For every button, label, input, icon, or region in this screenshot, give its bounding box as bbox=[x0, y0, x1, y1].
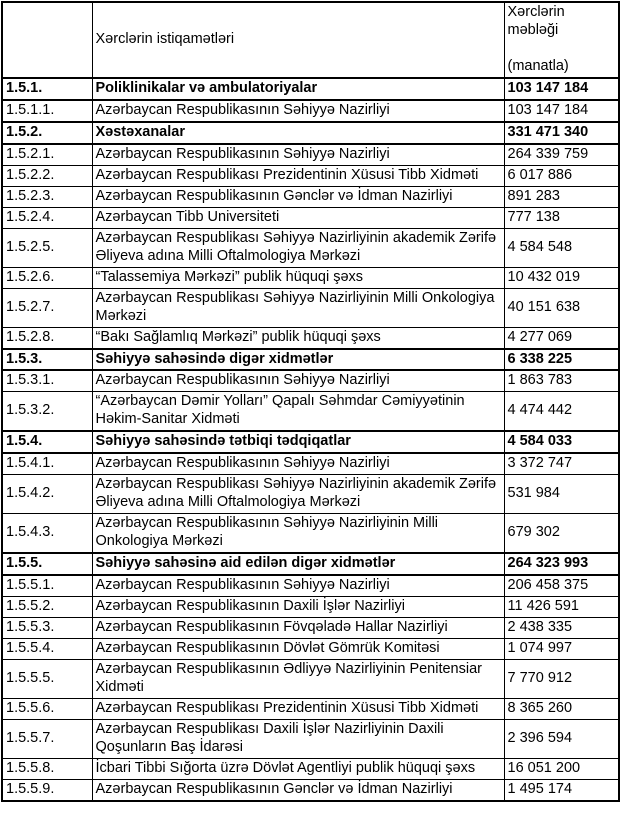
row-amount-cell: 264 323 993 bbox=[504, 553, 619, 575]
row-amount-cell: 7 770 912 bbox=[504, 660, 619, 699]
row-code-cell: 1.5.3.2. bbox=[2, 392, 92, 431]
row-code-cell: 1.5.2.8. bbox=[2, 327, 92, 348]
table-row bbox=[2, 228, 619, 267]
row-direction-cell: Azərbaycan Respublikası Prezidentinin Xüsusi Tibb Xidməti bbox=[92, 698, 504, 719]
table-row bbox=[2, 639, 619, 660]
row-code-cell: 1.5.4.2. bbox=[2, 475, 92, 514]
row-direction-cell: Azərbaycan Respublikasının Səhiyyə Nazirliyi bbox=[92, 370, 504, 391]
row-amount-cell: 1 863 783 bbox=[504, 370, 619, 391]
row-direction-cell: Azərbaycan Respublikasının Səhiyyə Nazirliyinin Milli Onkologiya Mərkəzi bbox=[92, 514, 504, 553]
table-row bbox=[2, 475, 619, 514]
row-code-cell: 1.5.2. bbox=[2, 122, 92, 144]
row-direction-cell: Azərbaycan Respublikasının Səhiyyə Nazirliyi bbox=[92, 144, 504, 165]
row-direction-cell: Azərbaycan Respublikası Səhiyyə Nazirliyinin Milli Onkologiya Mərkəzi bbox=[92, 288, 504, 327]
row-code-cell: 1.5.5. bbox=[2, 553, 92, 575]
row-code-cell: 1.5.5.8. bbox=[2, 758, 92, 779]
row-code-cell: 1.5.2.3. bbox=[2, 186, 92, 207]
table-row bbox=[2, 719, 619, 758]
row-direction-cell: Xəstəxanalar bbox=[92, 122, 504, 144]
row-code-cell: 1.5.5.4. bbox=[2, 639, 92, 660]
row-direction-cell: Azərbaycan Respublikasının Gənclər və İdman Nazirliyi bbox=[92, 779, 504, 800]
row-direction-cell: Səhiyyə sahəsində digər xidmətlər bbox=[92, 349, 504, 371]
header-amount-label: Xərclərin məbləği bbox=[507, 4, 565, 38]
header-cell-amount bbox=[504, 2, 619, 78]
header-amount-unit: (manatla) bbox=[507, 57, 569, 74]
row-direction-cell: Azərbaycan Respublikası Daxili İşlər Nazirliyinin Daxili Qoşunların Baş İdarəsi bbox=[92, 719, 504, 758]
row-code-cell: 1.5.4. bbox=[2, 431, 92, 453]
row-direction-cell: Azərbaycan Respublikası Səhiyyə Nazirliyinin akademik Zərifə Əliyeva adına Milli Oftalmologiya Mərkəzi bbox=[92, 228, 504, 267]
row-amount-cell: 679 302 bbox=[504, 514, 619, 553]
row-code-cell: 1.5.3. bbox=[2, 349, 92, 371]
table-row bbox=[2, 553, 619, 575]
row-code-cell: 1.5.2.6. bbox=[2, 267, 92, 288]
table-row bbox=[2, 288, 619, 327]
table-row bbox=[2, 779, 619, 800]
row-direction-cell: Azərbaycan Respublikasının Daxili İşlər Nazirliyi bbox=[92, 597, 504, 618]
table-row bbox=[2, 514, 619, 553]
row-code-cell: 1.5.5.1. bbox=[2, 575, 92, 596]
row-amount-cell: 2 438 335 bbox=[504, 618, 619, 639]
header-row bbox=[2, 2, 619, 78]
table-row bbox=[2, 431, 619, 453]
row-direction-cell: “Azərbaycan Dəmir Yolları” Qapalı Səhmdar Cəmiyyətinin Həkim-Sanitar Xidməti bbox=[92, 392, 504, 431]
table-row bbox=[2, 660, 619, 699]
row-code-cell: 1.5.5.7. bbox=[2, 719, 92, 758]
table-row bbox=[2, 758, 619, 779]
table-row bbox=[2, 78, 619, 100]
table-row bbox=[2, 370, 619, 391]
row-amount-cell: 10 432 019 bbox=[504, 267, 619, 288]
row-amount-cell: 1 074 997 bbox=[504, 639, 619, 660]
row-direction-cell: Azərbaycan Respublikasının Fövqəladə Hallar Nazirliyi bbox=[92, 618, 504, 639]
row-direction-cell: Azərbaycan Respublikası Səhiyyə Nazirliyinin akademik Zərifə Əliyeva adına Milli Oftalmologiya Mərkəzi bbox=[92, 475, 504, 514]
row-code-cell: 1.5.1. bbox=[2, 78, 92, 100]
row-amount-cell: 4 277 069 bbox=[504, 327, 619, 348]
row-code-cell: 1.5.5.6. bbox=[2, 698, 92, 719]
row-direction-cell: “Bakı Sağlamlıq Mərkəzi” publik hüquqi şəxs bbox=[92, 327, 504, 348]
row-code-cell: 1.5.4.3. bbox=[2, 514, 92, 553]
row-amount-cell: 6 338 225 bbox=[504, 349, 619, 371]
row-amount-cell: 531 984 bbox=[504, 475, 619, 514]
row-code-cell: 1.5.2.4. bbox=[2, 207, 92, 228]
expense-table-body bbox=[2, 78, 619, 801]
header-cell-code bbox=[2, 2, 92, 78]
row-direction-cell: Azərbaycan Respublikasının Dövlət Gömrük Komitəsi bbox=[92, 639, 504, 660]
row-amount-cell: 2 396 594 bbox=[504, 719, 619, 758]
row-code-cell: 1.5.3.1. bbox=[2, 370, 92, 391]
table-row bbox=[2, 453, 619, 474]
table-row bbox=[2, 698, 619, 719]
header-cell-direction: Xərclərin istiqamətləri bbox=[92, 2, 504, 78]
row-code-cell: 1.5.1.1. bbox=[2, 100, 92, 122]
table-row bbox=[2, 165, 619, 186]
row-amount-cell: 40 151 638 bbox=[504, 288, 619, 327]
row-amount-cell: 16 051 200 bbox=[504, 758, 619, 779]
row-amount-cell: 11 426 591 bbox=[504, 597, 619, 618]
row-direction-cell: Azərbaycan Respublikasının Gənclər və İdman Nazirliyi bbox=[92, 186, 504, 207]
row-amount-cell: 206 458 375 bbox=[504, 575, 619, 596]
row-amount-cell: 103 147 184 bbox=[504, 78, 619, 100]
row-code-cell: 1.5.2.2. bbox=[2, 165, 92, 186]
row-direction-cell: Səhiyyə sahəsində tətbiqi tədqiqatlar bbox=[92, 431, 504, 453]
row-code-cell: 1.5.5.2. bbox=[2, 597, 92, 618]
table-row bbox=[2, 207, 619, 228]
row-amount-cell: 264 339 759 bbox=[504, 144, 619, 165]
row-direction-cell: Azərbaycan Respublikasının Səhiyyə Nazirliyi bbox=[92, 575, 504, 596]
row-direction-cell: Səhiyyə sahəsinə aid edilən digər xidmətlər bbox=[92, 553, 504, 575]
row-code-cell: 1.5.2.7. bbox=[2, 288, 92, 327]
row-amount-cell: 777 138 bbox=[504, 207, 619, 228]
row-amount-cell: 3 372 747 bbox=[504, 453, 619, 474]
table-row bbox=[2, 327, 619, 348]
table-row bbox=[2, 597, 619, 618]
row-direction-cell: İcbari Tibbi Sığorta üzrə Dövlət Agentliyi publik hüquqi şəxs bbox=[92, 758, 504, 779]
row-amount-cell: 4 584 548 bbox=[504, 228, 619, 267]
table-row bbox=[2, 349, 619, 371]
table-row bbox=[2, 122, 619, 144]
table-row bbox=[2, 618, 619, 639]
table-row bbox=[2, 100, 619, 122]
row-amount-cell: 4 474 442 bbox=[504, 392, 619, 431]
row-code-cell: 1.5.5.9. bbox=[2, 779, 92, 800]
table-row bbox=[2, 392, 619, 431]
row-code-cell: 1.5.5.3. bbox=[2, 618, 92, 639]
row-code-cell: 1.5.5.5. bbox=[2, 660, 92, 699]
table-row bbox=[2, 575, 619, 596]
row-code-cell: 1.5.2.1. bbox=[2, 144, 92, 165]
row-code-cell: 1.5.2.5. bbox=[2, 228, 92, 267]
row-direction-cell: Azərbaycan Respublikasının Səhiyyə Nazirliyi bbox=[92, 453, 504, 474]
table-row bbox=[2, 186, 619, 207]
row-direction-cell: Poliklinikalar və ambulatoriyalar bbox=[92, 78, 504, 100]
row-amount-cell: 4 584 033 bbox=[504, 431, 619, 453]
row-direction-cell: Azərbaycan Respublikasının Səhiyyə Nazirliyi bbox=[92, 100, 504, 122]
expense-table bbox=[1, 1, 620, 802]
row-amount-cell: 891 283 bbox=[504, 186, 619, 207]
expense-table-header bbox=[2, 2, 619, 78]
row-amount-cell: 331 471 340 bbox=[504, 122, 619, 144]
header-amount-spacer bbox=[508, 40, 616, 58]
table-row bbox=[2, 144, 619, 165]
row-direction-cell: “Talassemiya Mərkəzi” publik hüquqi şəxs bbox=[92, 267, 504, 288]
row-code-cell: 1.5.4.1. bbox=[2, 453, 92, 474]
row-direction-cell: Azərbaycan Respublikası Prezidentinin Xüsusi Tibb Xidməti bbox=[92, 165, 504, 186]
row-amount-cell: 6 017 886 bbox=[504, 165, 619, 186]
row-amount-cell: 8 365 260 bbox=[504, 698, 619, 719]
row-amount-cell: 1 495 174 bbox=[504, 779, 619, 800]
row-amount-cell: 103 147 184 bbox=[504, 100, 619, 122]
row-direction-cell: Azərbaycan Tibb Universiteti bbox=[92, 207, 504, 228]
table-row bbox=[2, 267, 619, 288]
row-direction-cell: Azərbaycan Respublikasının Ədliyyə Nazirliyinin Penitensiar Xidməti bbox=[92, 660, 504, 699]
